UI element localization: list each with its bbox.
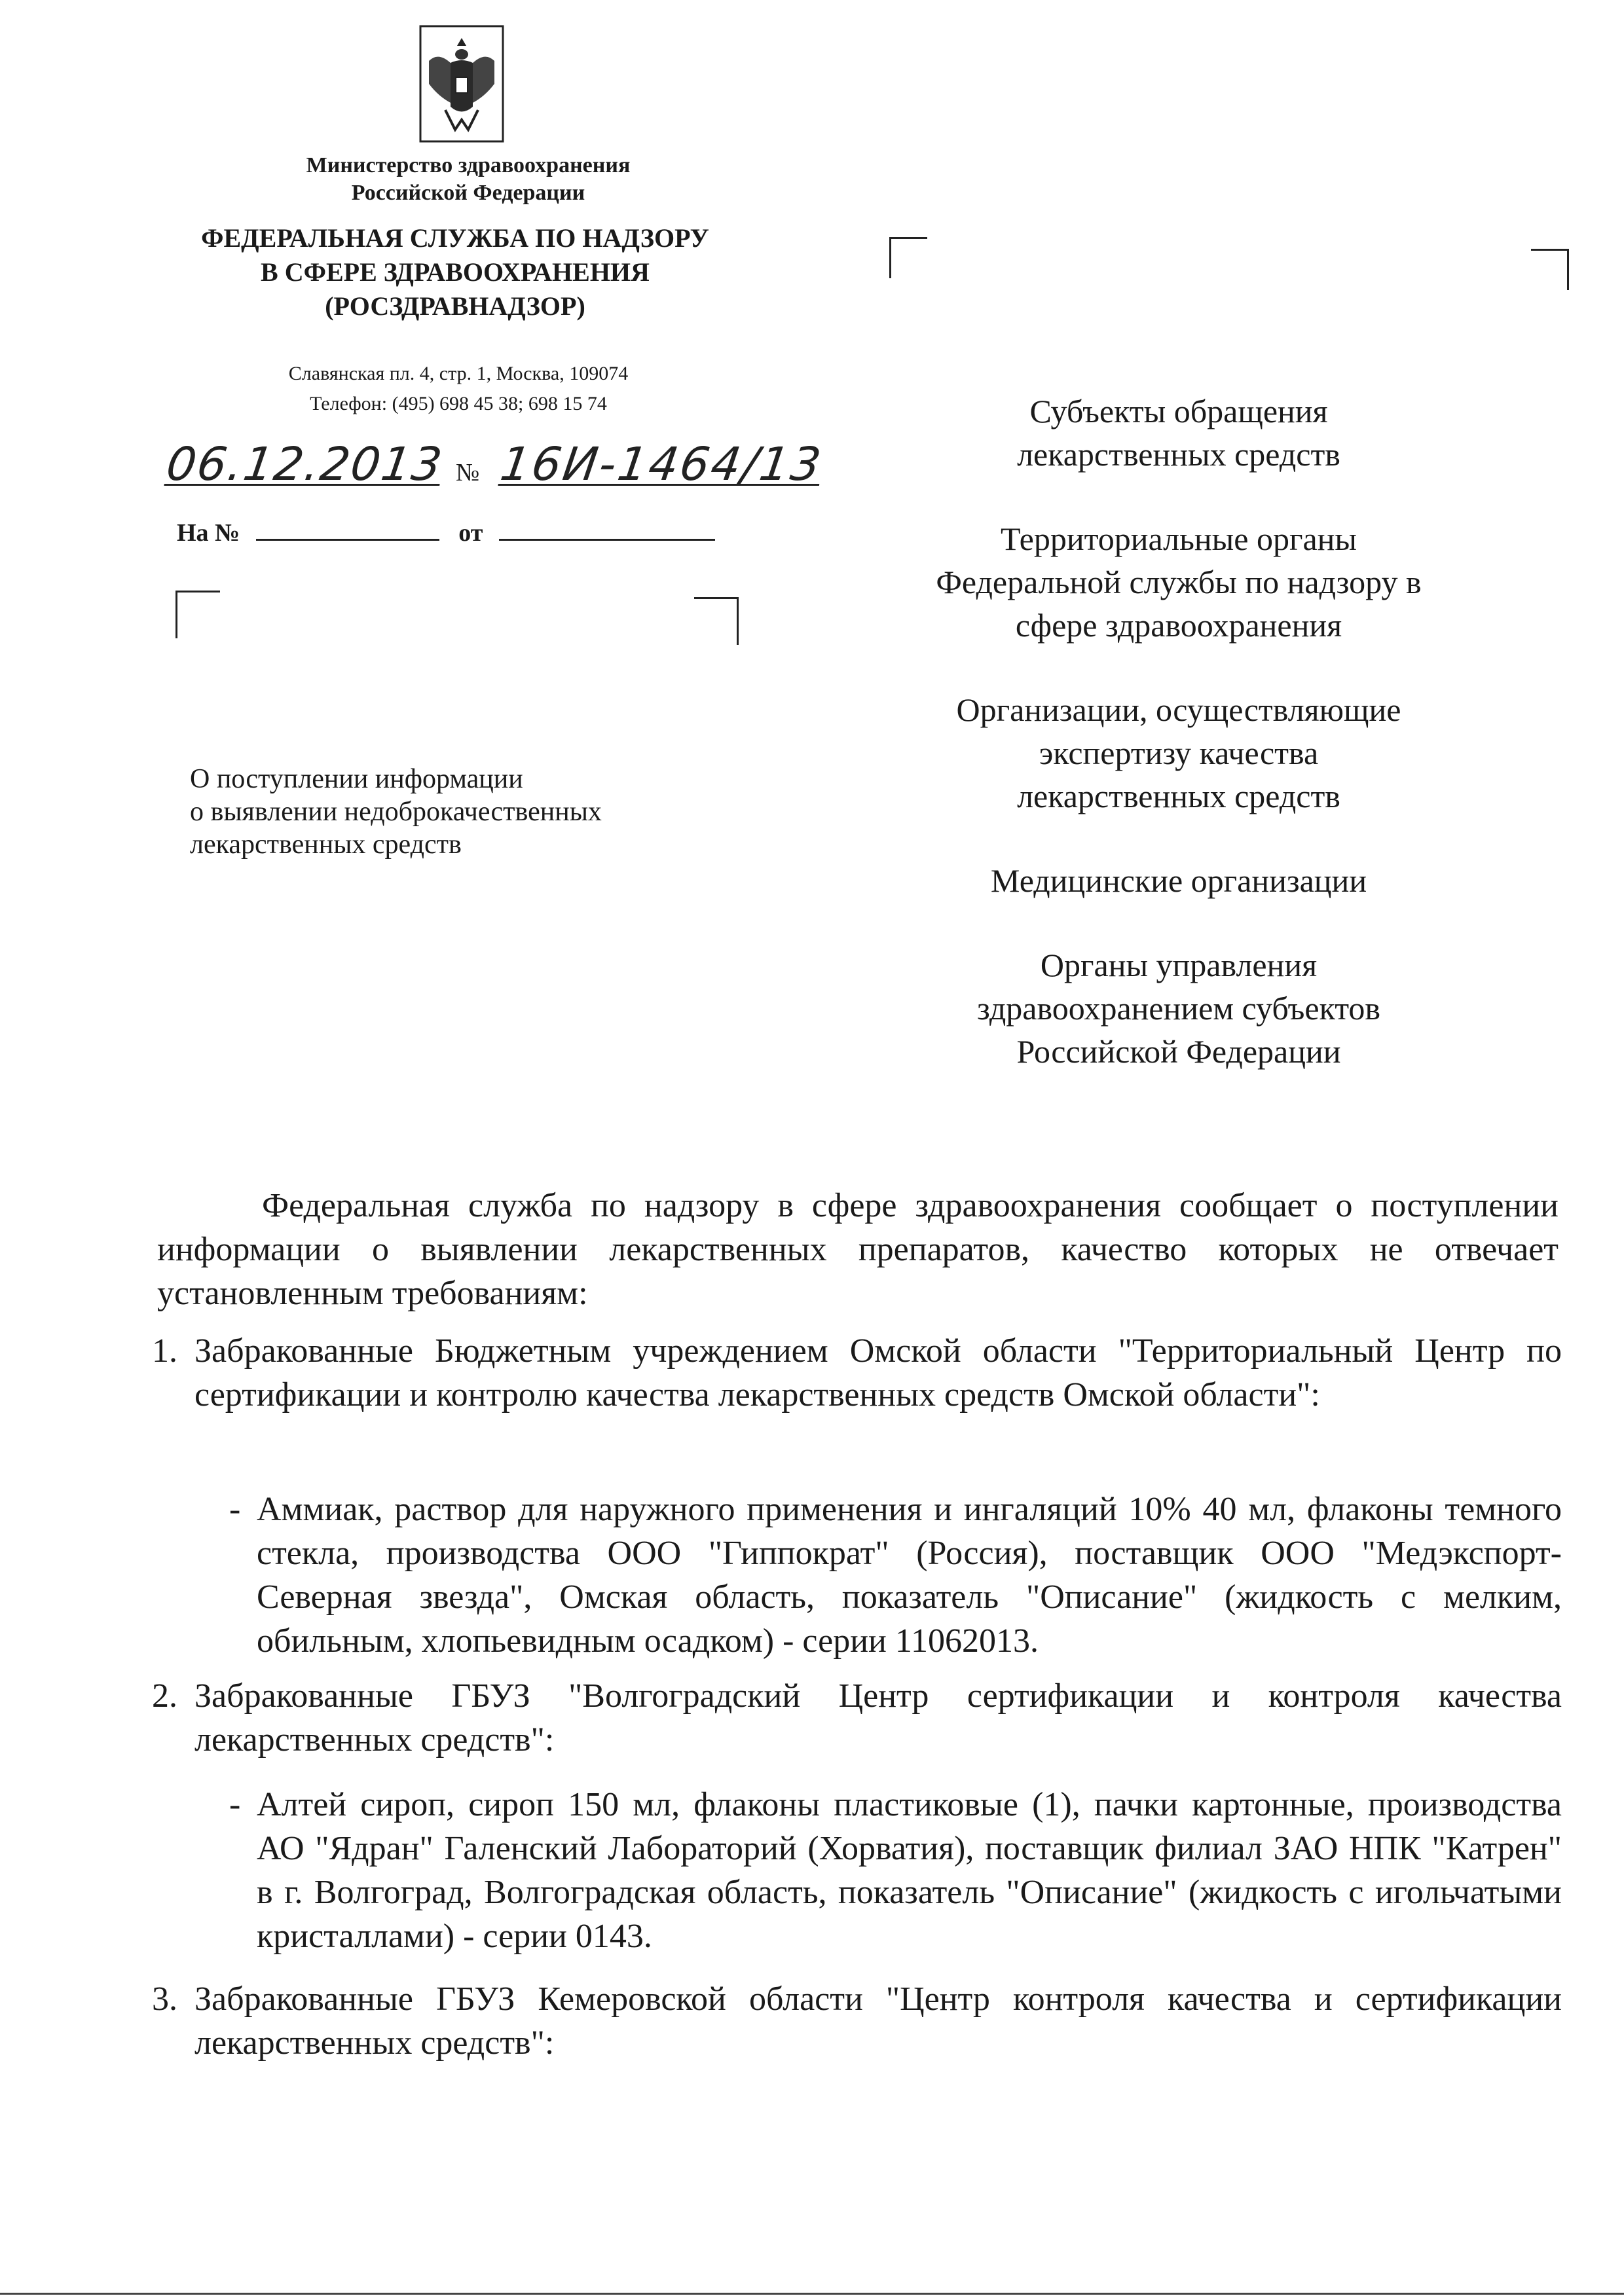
recipient-line: Субъекты обращения	[1029, 393, 1328, 429]
bullet-text: Аммиак, раствор для наружного применения и ингаляций 10% 40 мл, флаконы темного стекла, производства ООО "Гиппократ" (Россия), поставщик ООО "Медэкспорт-Северная звезда", Омская область, показатель "Описание" (жидкость с мелким, обильным, хлопьевидным осадком) - серии 11062013.	[257, 1491, 1562, 1660]
bullet-mark: -	[229, 1786, 241, 1823]
subject-line-3: лекарственных средств	[190, 829, 462, 860]
number-sign: №	[456, 459, 480, 486]
item-number: 1.	[152, 1332, 177, 1370]
ref-date-blank	[499, 519, 715, 541]
recipient-line: Организации, осуществляющие	[956, 691, 1401, 728]
recipient-line: Федеральной службы по надзору в	[936, 564, 1422, 600]
contact-block	[216, 359, 701, 419]
recipient-block	[864, 390, 1493, 476]
recipient-line: Территориальные органы	[1000, 520, 1357, 557]
letter-subject	[190, 763, 753, 861]
recipient-line: здравоохранением субъектов	[976, 990, 1381, 1027]
recipient-block	[864, 859, 1493, 902]
intro-paragraph: Федеральная служба по надзору в сфере здравоохранения сообщает о поступлении информации о выявлении лекарственных препаратов, качество которых не отвечает установленным требованиям:	[157, 1187, 1559, 1312]
russian-coat-of-arms-icon	[419, 25, 504, 143]
from-label: от	[458, 519, 483, 547]
phone-line: Телефон: (495) 698 45 38; 698 15 74	[310, 393, 607, 414]
item-text: Забракованные ГБУЗ "Волгоградский Центр сертификации и контроля качества лекарственных средств":	[194, 1677, 1562, 1758]
recipient-line: Российской Федерации	[1016, 1033, 1341, 1070]
registration-date: 06.12.2013	[163, 437, 447, 491]
recipient-line: лекарственных средств	[1017, 436, 1340, 473]
recipient-block	[864, 688, 1493, 818]
subject-bracket-left	[175, 591, 220, 638]
recipient-line: Медицинские организации	[990, 862, 1367, 899]
recipient-bracket-right	[1531, 249, 1569, 290]
reference-row	[177, 519, 715, 547]
ref-number-blank	[256, 519, 439, 541]
ministry-line-2: Российской Федерации	[351, 181, 585, 205]
recipient-block	[864, 517, 1493, 647]
page-bottom-edge	[0, 2293, 1624, 2295]
service-name	[151, 221, 760, 323]
ref-label: На №	[177, 519, 240, 547]
recipient-bracket-left	[889, 237, 927, 278]
service-line-2: В СФЕРЕ ЗДРАВООХРАНЕНИЯ	[261, 257, 650, 287]
bullet-mark: -	[229, 1491, 241, 1528]
recipient-line: лекарственных средств	[1017, 778, 1340, 814]
recipients-list	[864, 390, 1493, 1114]
item-text: Забракованные ГБУЗ Кемеровской области "Центр контроля качества и сертификации лекарственных средств":	[194, 1980, 1562, 2062]
registration-number: 16И-1464/13	[497, 437, 826, 491]
item-number: 2.	[152, 1677, 177, 1715]
address-line: Славянская пл. 4, стр. 1, Москва, 109074	[288, 363, 629, 384]
ministry-line-1: Министерство здравоохранения	[306, 153, 631, 177]
ministry-name	[242, 152, 694, 207]
service-line-1: ФЕДЕРАЛЬНАЯ СЛУЖБА ПО НАДЗОРУ	[201, 223, 709, 253]
bullet-text: Алтей сироп, сироп 150 мл, флаконы пластиковые (1), пачки картонные, производства АО "Ядран" Галенский Лабораторий (Хорватия), поставщик филиал ЗАО НПК "Катрен" в г. Волгоград, Волгоградская область, показатель "Описание" (жидкость с игольчатыми кристаллами) - серии 0143.	[257, 1786, 1562, 1955]
service-line-3: (РОСЗДРАВНАДЗОР)	[325, 291, 585, 321]
recipient-block	[864, 943, 1493, 1073]
item-number: 3.	[152, 1980, 177, 2018]
subject-bracket-right	[694, 597, 739, 645]
recipient-line: Органы управления	[1040, 947, 1318, 983]
item-text: Забракованные Бюджетным учреждением Омской области "Территориальный Центр по сертификации и контролю качества лекарственных средств Омской области":	[194, 1332, 1562, 1413]
subject-line-2: о выявлении недоброкачественных	[190, 797, 602, 827]
subject-line-1: О поступлении информации	[190, 764, 523, 794]
recipient-line: сфере здравоохранения	[1015, 607, 1342, 644]
recipient-line: экспертизу качества	[1039, 735, 1319, 771]
